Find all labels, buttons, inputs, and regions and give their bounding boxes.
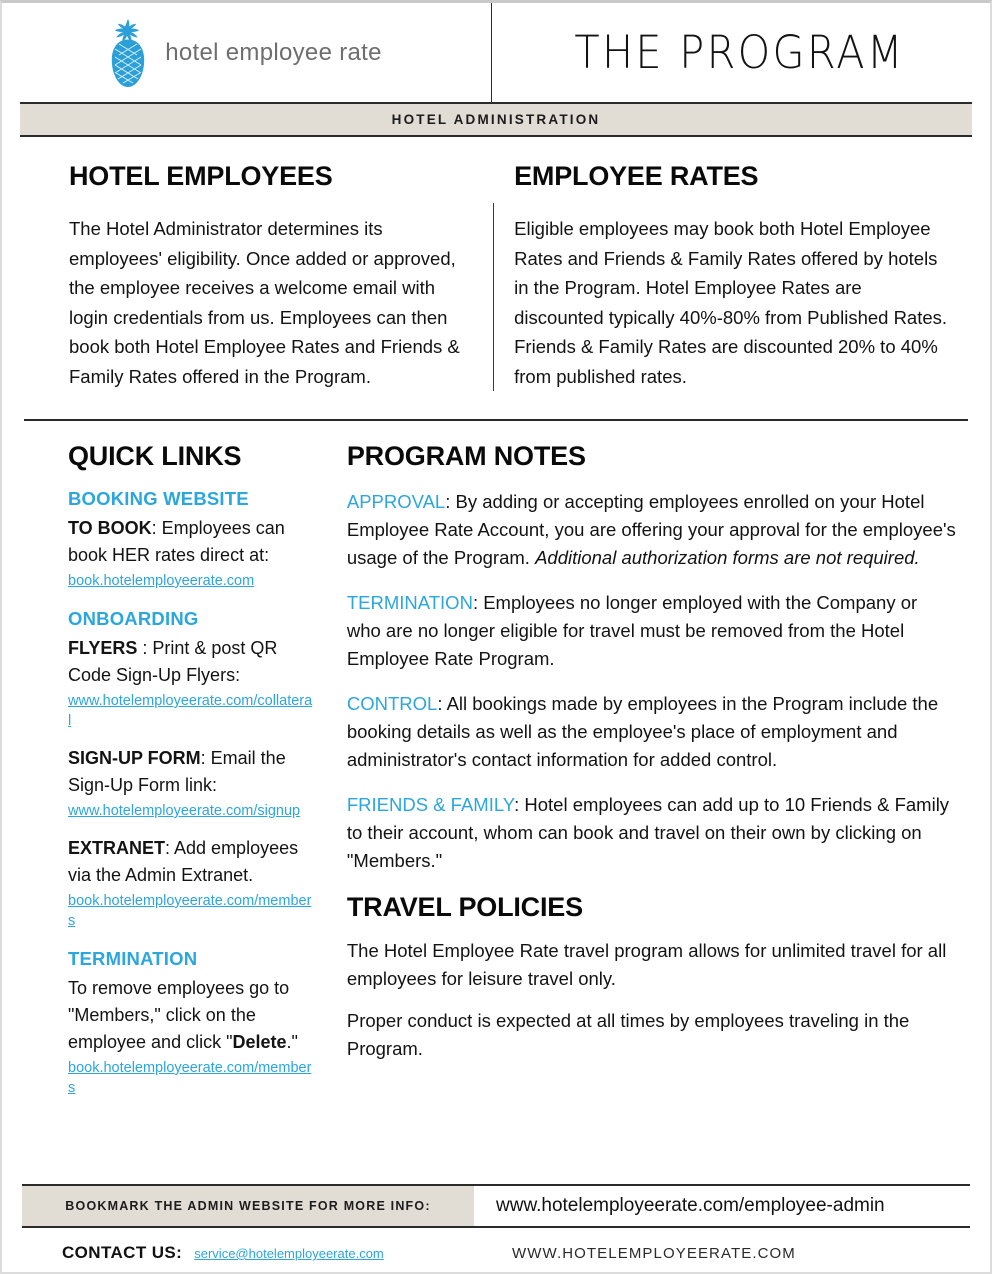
intro-vertical-divider xyxy=(493,203,494,391)
hotel-employees-block xyxy=(24,161,481,391)
employee-rates-body: Eligible employees may book both Hotel Employee Rates and Friends & Family Rates offered by hotels in the Program. Hotel Employee Rates are discounted typically 40%-80% from Published Rates. Friends & Family Rates are discounted 20% to 40% from published rates. xyxy=(514,218,948,387)
program-notes-column xyxy=(319,441,972,1115)
travel-policy-paragraph: Proper conduct is expected at all times by employees traveling in the Program. xyxy=(346,1010,910,1059)
program-note xyxy=(347,488,956,572)
quick-links-item-label: FLYERS xyxy=(68,638,138,658)
quick-links-heading: ONBOARDING xyxy=(68,608,199,629)
quick-links-item-label: SIGN-UP FORM xyxy=(68,748,201,768)
brand-area xyxy=(2,3,489,102)
hotel-employees-title: HOTEL EMPLOYEES xyxy=(69,161,333,191)
bookmark-bar xyxy=(22,1184,970,1228)
quick-links-title: QUICK LINKS xyxy=(68,441,242,471)
quick-links-item-text: : Add employees via the Admin Extranet. xyxy=(68,838,299,885)
program-note-body: : Employees no longer employed with the Company or who are no longer eligible for travel must be removed from the Hotel Employee Rate Program. xyxy=(346,592,918,669)
contact-left-group xyxy=(22,1243,512,1263)
brand-lockup xyxy=(105,19,382,87)
quick-links-item-text: : Email the Sign-Up Form link: xyxy=(68,748,286,795)
quick-links-group-booking xyxy=(68,488,313,591)
program-notes-title: PROGRAM NOTES xyxy=(346,441,586,471)
program-note xyxy=(347,589,956,673)
bookmark-label: BOOKMARK THE ADMIN WEBSITE FOR MORE INFO: xyxy=(22,1186,474,1226)
main-section xyxy=(2,421,990,1115)
program-note-keyword: APPROVAL xyxy=(346,491,446,512)
brand-name: hotel employee rate xyxy=(165,38,382,66)
travel-policies-title: TRAVEL POLICIES xyxy=(346,892,583,922)
document-header xyxy=(2,3,990,102)
header-vertical-divider xyxy=(491,3,492,102)
quick-links-url[interactable]: book.hotelemployeerate.com/members xyxy=(68,1060,312,1096)
program-title-area xyxy=(489,3,990,102)
quick-links-item xyxy=(68,975,313,1056)
program-note-keyword: FRIENDS & FAMILY xyxy=(346,794,515,815)
quick-links-item-label: EXTRANET xyxy=(68,838,166,858)
quick-links-item xyxy=(68,745,313,799)
program-note-keyword: TERMINATION xyxy=(346,592,473,613)
bookmark-url[interactable]: www.hotelemployeerate.com/employee-admin xyxy=(496,1195,885,1216)
quick-links-item-text: : Employees can book HER rates direct at: xyxy=(68,518,285,565)
page-title: THE PROGRAM xyxy=(574,26,905,79)
contact-website: WWW.HOTELEMPLOYEERATE.COM xyxy=(512,1244,796,1262)
quick-links-item xyxy=(68,835,313,889)
termination-text-post: ." xyxy=(286,1032,298,1052)
termination-text-bold: Delete xyxy=(232,1032,287,1052)
contact-footer xyxy=(22,1243,970,1263)
program-note-body: : All bookings made by employees in the Program include the booking details as well as the employee's place of employment and administrator's contact information for added control. xyxy=(346,693,939,770)
hotel-employees-body: The Hotel Administrator determines its employees' eligibility. Once added or approved, the employee receives a welcome email with login credentials from us. Employees can then book both Hotel Employee Rates and Friends & Family Rates offered in the Program. xyxy=(69,218,460,387)
contact-email-link[interactable]: service@hotelemployeerate.com xyxy=(194,1246,384,1261)
employee-rates-block xyxy=(481,161,968,391)
contact-label: CONTACT US: xyxy=(62,1243,183,1262)
program-note-body: : Hotel employees can add up to 10 Friends & Family to their account, whom can book and travel on their own by clicking on "Members." xyxy=(346,794,950,871)
section-bar xyxy=(20,102,972,137)
pineapple-icon xyxy=(105,19,151,87)
quick-links-item xyxy=(68,635,313,689)
quick-links-heading: BOOKING WEBSITE xyxy=(68,488,249,509)
quick-links-column xyxy=(20,441,319,1115)
quick-links-group-termination xyxy=(68,948,313,1098)
quick-links-group-onboarding xyxy=(68,608,313,931)
quick-links-url[interactable]: book.hotelemployeerate.com/members xyxy=(68,893,312,929)
program-note-italic: Additional authorization forms are not required. xyxy=(535,547,920,568)
travel-policy-paragraph: The Hotel Employee Rate travel program allows for unlimited travel for all employees for leisure travel only. xyxy=(346,940,947,989)
employee-rates-title: EMPLOYEE RATES xyxy=(514,161,759,191)
program-note-body: : By adding or accepting employees enrolled on your Hotel Employee Rate Account, you are offering your approval for the employee's usage of the Program. xyxy=(346,491,956,568)
quick-links-heading: TERMINATION xyxy=(68,948,198,969)
quick-links-item-label: TO BOOK xyxy=(68,518,152,538)
quick-links-url[interactable]: www.hotelemployeerate.com/collateral xyxy=(68,693,313,729)
program-note-keyword: CONTROL xyxy=(346,693,438,714)
quick-links-url[interactable]: book.hotelemployeerate.com xyxy=(68,573,255,589)
intro-section xyxy=(2,137,990,391)
program-note xyxy=(347,791,956,875)
termination-text-pre: To remove employees go to "Members," click on the employee and click " xyxy=(68,978,290,1052)
quick-links-url[interactable]: www.hotelemployeerate.com/signup xyxy=(68,803,301,819)
program-note xyxy=(347,690,956,774)
section-bar-label: HOTEL ADMINISTRATION xyxy=(391,112,601,127)
quick-links-item-text: : Print & post QR Code Sign-Up Flyers: xyxy=(68,638,278,685)
quick-links-item xyxy=(68,515,313,569)
